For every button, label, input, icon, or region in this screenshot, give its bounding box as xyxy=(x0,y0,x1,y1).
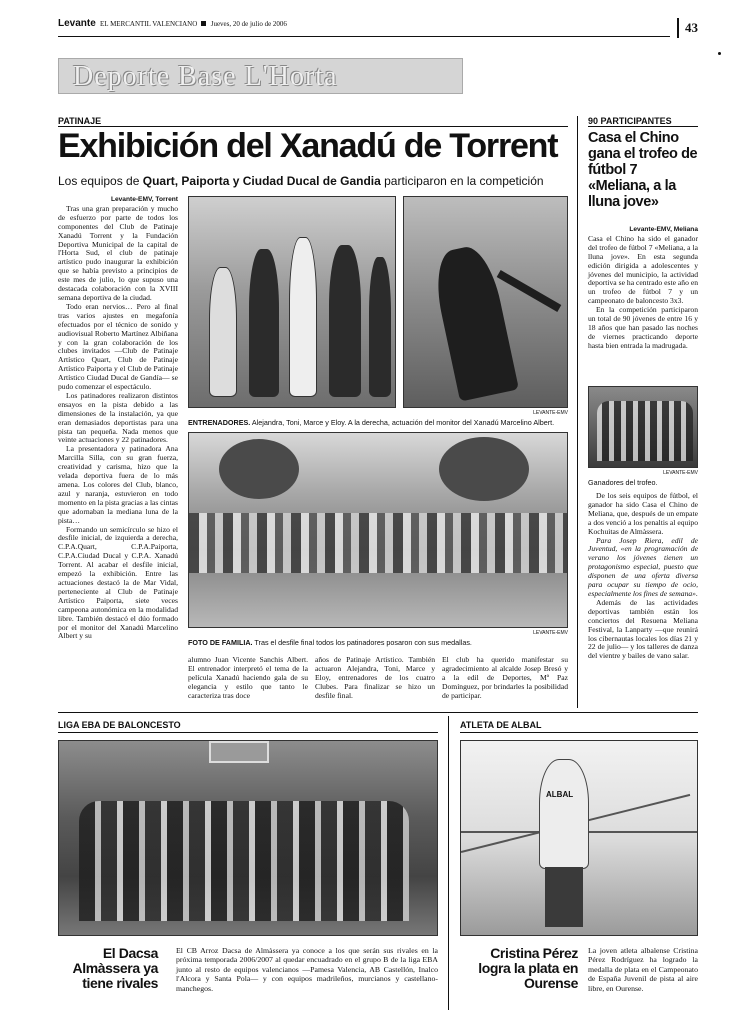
coaches-caption xyxy=(188,418,570,427)
caption-text: Alejandra, Toni, Marce y Eloy. A la derecha, actuación del monitor del Xanadú Marcelino Albert. xyxy=(250,418,555,427)
shirt-text: ALBAL xyxy=(546,790,574,799)
side-para: Casa el Chino ha sido el ganador del trofeo de fútbol 7 «Meliana, a la lluna jove». En esta segunda edición dirigida a adolescentes y jóvenes del municipio, la actividad deportiva se ha centrado este año en un trofeo de fútbol 7 y un campeonato de baloncesto 3x3. xyxy=(588,233,698,306)
main-subhead xyxy=(58,174,578,188)
winners-photo xyxy=(588,386,698,468)
subhead-post: participaron en la competición xyxy=(380,174,544,188)
photo-credit: LEVANTE-EMV xyxy=(533,630,568,636)
main-headline: Exhibición del Xanadú de Torrent xyxy=(58,127,558,165)
basket-text: El CB Arroz Dacsa de Almàssera ya conoce a los que serán sus rivales en la próxima temporada 2006/2007 al quedar encuadrado en el grupo B de la liga EBA junto al resto de equipos valencianos —Pamesa Valencia, AB Castellón, Inalco l'Alcora y Santa Pola— y con equipos madrileños, murcianos y castellano-manchegos. xyxy=(176,946,438,993)
paper-fullname: EL MERCANTIL VALENCIANO xyxy=(100,20,198,28)
paper-date: Jueves, 20 de julio de 2006 xyxy=(210,20,287,28)
side-section-label: 90 PARTICIPANTES xyxy=(588,116,672,126)
main-column-4: El club ha querido manifestar su agradecimiento al alcalde Josep Bresó y a la edil de Deportes, Mª Paz Domínguez, por brindarles la posibilidad de participar. xyxy=(442,655,568,700)
main-byline: Levante-EMV, Torrent xyxy=(110,196,178,203)
performer-photo xyxy=(403,196,568,408)
main-column-1 xyxy=(58,196,178,641)
header-square-icon xyxy=(201,21,206,26)
banner-title: Deporte Base L'Horta xyxy=(73,61,338,92)
page-header xyxy=(58,18,698,38)
side-para: En la competición participaron un total de 90 jóvenes de entre 16 y 18 años que han pasado las noches de viernes practicando deporte hasta bien entrada la madrugada. xyxy=(588,305,698,350)
col1-para: Los patinadores realizaron distintos ensayos en la pista debido a las dimensiones de la instalación, ya que eran demasiados deportistas para una pista tan pequeña. Nada menos que veinte actuaciones y 22 patinadores. xyxy=(58,390,178,445)
side-byline: Levante-EMV, Meliana xyxy=(629,226,698,233)
athlete-headline: Cristina Pérez logra la plata en Ourense xyxy=(478,945,578,991)
side-para: Para Josep Riera, edil de Juventud, «en la programación de verano los jóvenes tienen un protagonismo especial, puesto que disponen de una oferta diversa para ocupar su tiempo de ocio, especialmente los fines de semana». xyxy=(588,535,698,598)
caption-label: FOTO DE FAMILIA. xyxy=(188,638,253,647)
side-column-bottom xyxy=(588,492,698,661)
basketball-team-photo xyxy=(58,740,438,936)
side-para: Además de las actividades deportivas también están los conciertos del Resuena Meliana Festival, la Lanparty —que reunirá los cibernautas locales los días 21 y 22 de julio— y los talleres de danza del vientre y bailes de vano salar. xyxy=(588,597,698,661)
bottom-separator xyxy=(58,712,698,713)
caption-label: ENTRENADORES. xyxy=(188,418,251,427)
basket-headline: El Dacsa Almàssera ya tiene rivales xyxy=(72,945,158,991)
section-banner xyxy=(58,58,463,94)
subhead-bold: Quart, Paiporta y Ciudad Ducal de Gandia xyxy=(142,174,381,188)
photo-credit: LEVANTE-EMV xyxy=(663,470,698,476)
page-number: 43 xyxy=(677,18,698,38)
paper-name: Levante xyxy=(58,18,96,29)
athlete-text: La joven atleta albalense Cristina Pérez Rodríguez ha logrado la medalla de plata en el Campeonato de España Juvenil de pista al aire libre, en Ourense. xyxy=(588,946,698,993)
athlete-photo xyxy=(460,740,698,936)
photo-credit: LEVANTE-EMV xyxy=(533,410,568,416)
col1-para: Tras una gran preparación y mucho de esfuerzo por parte de todos los componentes del Club de Patinaje Xanadú Torrent y la Fundación Deportiva Municipal de la capital de l'Horta Sud, el club de patinaje artístico pudo inaugurar la exhibición que se había previsto a principios de este mes de julio, lo que supuso una destacada colaboración con la XVIII semana deportiva de la ciudad. xyxy=(58,203,178,302)
side-rule xyxy=(588,126,698,127)
main-column-2: alumno Juan Vicente Sanchis Albert. El entrenador interpretó el tema de la película Xanadú haciendo gala de su elegancia y estilo que tanto le caracteriza tras doce xyxy=(188,655,308,700)
side-headline: Casa el Chino gana el trofeo de fútbol 7 «Meliana, a la lluna jove» xyxy=(588,130,698,210)
athlete-section-label: ATLETA DE ALBAL xyxy=(460,720,542,730)
coaches-photo xyxy=(188,196,396,408)
side-column-top xyxy=(588,226,698,351)
column-separator xyxy=(577,116,578,708)
subhead-pre: Los equipos de xyxy=(58,174,143,188)
col1-para: Formando un semicírculo se hizo el desfile inicial, de izquierda a derecha, C.P.A.Quart, C.P.A.Paiporta, C.P.A.Ciudad Ducal y C.P.A. Xanadú Torrent. Al acabar el desfile inicial, empezó la exhibición. Entre las actuaciones destacó la de Mar Vidal, perteneciente al Club de Patinaje Artístico Paiporta, siete veces campeona autonómica en la modalidad libre. También destacó el dúo formado por el monitor del Xanadú Marcelino Albert y su xyxy=(58,524,178,641)
athlete-rule xyxy=(460,732,698,733)
header-rule xyxy=(58,36,670,37)
col1-para: Todo eran nervios… Pero al final tras varios ajustes en megafonía efectuados por el técnico de sonido y audiovisual Roberto Martínez Albiñana y con la gran colaboración de los clubes invitados —Club de Patinaje Artístico Quart, Club de Patinaje Artístico Paiporta y el Club de Patinaje Artístico Ciudad Ducal de Gandía— se pudo comenzar el espectáculo. xyxy=(58,301,178,392)
margin-dot-icon xyxy=(718,52,721,55)
basket-section-label: LIGA EBA DE BALONCESTO xyxy=(58,720,181,730)
bottom-column-separator xyxy=(448,716,449,1010)
main-column-3: años de Patinaje Artístico. También actuaron Alejandra, Toni, Marce y Eloy, entrenadores de los cuatro Clubes. Para finalizar se hizo un desfile final. xyxy=(315,655,435,700)
winners-caption: Ganadores del trofeo. xyxy=(588,478,658,487)
family-caption xyxy=(188,638,570,647)
side-para: De los seis equipos de fútbol, el ganador ha sido Casa el Chino de Meliana, que, después de un empate a dos venció a los penaltis al equipo Kochuitas de Almàssera. xyxy=(588,491,698,536)
basket-rule xyxy=(58,732,438,733)
family-photo xyxy=(188,432,568,628)
col1-para: La presentadora y patinadora Ana Marcilla Silla, con su gran fuerza, creatividad y carisma, hizo que la velada deportiva fuera de lo más amena. Los colores del Club, blanco, azul y naranja, estuvieron en todo momento en la pista gracias a las cintas que adornaban la mediana luna de la pista… xyxy=(58,444,178,525)
caption-text: Tras el desfile final todos los patinadores posaron con sus medallas. xyxy=(252,638,472,647)
main-section-label: PATINAJE xyxy=(58,116,102,126)
